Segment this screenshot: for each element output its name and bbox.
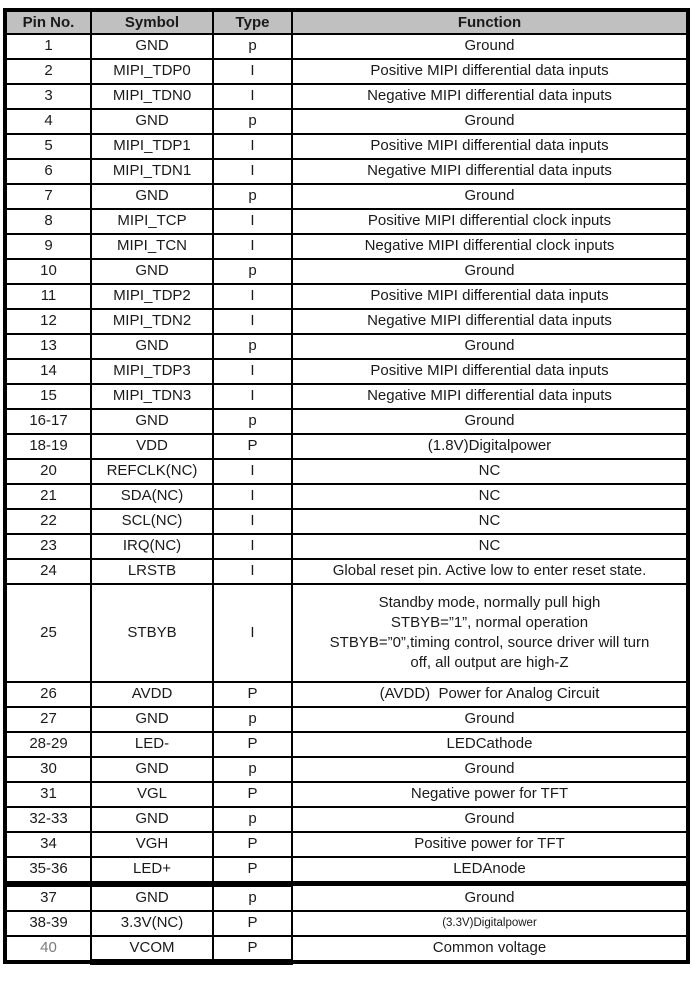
function-cell: Positive MIPI differential clock inputs bbox=[292, 209, 688, 234]
function-cell: (3.3V)Digitalpower bbox=[292, 911, 688, 936]
table-row bbox=[5, 434, 688, 459]
symbol-cell: LED- bbox=[91, 732, 213, 757]
symbol-cell: MIPI_TCN bbox=[91, 234, 213, 259]
type-cell: I bbox=[213, 209, 292, 234]
pin-number-cell: 25 bbox=[5, 584, 91, 682]
type-cell: P bbox=[213, 857, 292, 884]
pin-number-cell: 24 bbox=[5, 559, 91, 584]
pin-number-cell: 2 bbox=[5, 59, 91, 84]
symbol-cell: GND bbox=[91, 707, 213, 732]
pin-number-cell: 13 bbox=[5, 334, 91, 359]
pin-number-cell: 6 bbox=[5, 159, 91, 184]
table-row bbox=[5, 209, 688, 234]
table-row bbox=[5, 84, 688, 109]
table-body bbox=[5, 34, 688, 962]
symbol-cell: GND bbox=[91, 334, 213, 359]
symbol-cell: GND bbox=[91, 34, 213, 59]
table-row bbox=[5, 509, 688, 534]
symbol-cell: MIPI_TDN3 bbox=[91, 384, 213, 409]
table-row bbox=[5, 857, 688, 884]
type-cell: p bbox=[213, 259, 292, 284]
symbol-cell: GND bbox=[91, 109, 213, 134]
table-row bbox=[5, 259, 688, 284]
type-cell: P bbox=[213, 732, 292, 757]
type-cell: I bbox=[213, 284, 292, 309]
column-header-function: Function bbox=[292, 10, 688, 34]
function-text-line: STBYB=”1”, normal operation bbox=[390, 614, 589, 631]
table-row bbox=[5, 334, 688, 359]
table-row bbox=[5, 134, 688, 159]
function-cell: Positive power for TFT bbox=[292, 832, 688, 857]
type-cell: p bbox=[213, 109, 292, 134]
function-cell: Negative MIPI differential data inputs bbox=[292, 309, 688, 334]
table-row bbox=[5, 832, 688, 857]
pin-number-cell: 38-39 bbox=[5, 911, 91, 936]
function-cell: Negative MIPI differential data inputs bbox=[292, 384, 688, 409]
pin-number-cell: 7 bbox=[5, 184, 91, 209]
pin-number-cell: 28-29 bbox=[5, 732, 91, 757]
symbol-cell: MIPI_TDN2 bbox=[91, 309, 213, 334]
function-cell: Ground bbox=[292, 807, 688, 832]
symbol-cell: MIPI_TDP3 bbox=[91, 359, 213, 384]
pin-number-cell: 21 bbox=[5, 484, 91, 509]
table-row bbox=[5, 34, 688, 59]
type-cell: I bbox=[213, 509, 292, 534]
type-cell: I bbox=[213, 559, 292, 584]
function-cell bbox=[292, 584, 688, 682]
pin-number-cell: 26 bbox=[5, 682, 91, 707]
pin-number-cell: 12 bbox=[5, 309, 91, 334]
symbol-cell: MIPI_TCP bbox=[91, 209, 213, 234]
pin-number-cell: 37 bbox=[5, 884, 91, 911]
type-cell: I bbox=[213, 59, 292, 84]
table-row bbox=[5, 782, 688, 807]
symbol-cell: STBYB bbox=[91, 584, 213, 682]
symbol-cell: MIPI_TDN0 bbox=[91, 84, 213, 109]
pin-number-cell: 10 bbox=[5, 259, 91, 284]
table-row bbox=[5, 682, 688, 707]
pin-number-cell: 1 bbox=[5, 34, 91, 59]
table-row bbox=[5, 109, 688, 134]
function-cell: Ground bbox=[292, 109, 688, 134]
function-cell: NC bbox=[292, 459, 688, 484]
type-cell: I bbox=[213, 84, 292, 109]
pin-number-cell: 34 bbox=[5, 832, 91, 857]
type-cell: p bbox=[213, 707, 292, 732]
symbol-cell: REFCLK(NC) bbox=[91, 459, 213, 484]
pin-number-cell: 35-36 bbox=[5, 857, 91, 884]
function-cell: Negative MIPI differential data inputs bbox=[292, 84, 688, 109]
column-header-pin-no: Pin No. bbox=[5, 10, 91, 34]
pin-number-cell: 32-33 bbox=[5, 807, 91, 832]
pin-number-cell: 8 bbox=[5, 209, 91, 234]
symbol-cell: LED+ bbox=[91, 857, 213, 884]
symbol-cell: GND bbox=[91, 884, 213, 911]
table-row bbox=[5, 584, 688, 682]
type-cell: I bbox=[213, 484, 292, 509]
function-cell: (AVDD) Power for Analog Circuit bbox=[292, 682, 688, 707]
table-row bbox=[5, 384, 688, 409]
symbol-cell: GND bbox=[91, 807, 213, 832]
function-cell: Ground bbox=[292, 334, 688, 359]
symbol-cell: SCL(NC) bbox=[91, 509, 213, 534]
pin-number-cell: 20 bbox=[5, 459, 91, 484]
function-text-line: Standby mode, normally pull high bbox=[378, 594, 601, 611]
pin-number-cell: 27 bbox=[5, 707, 91, 732]
function-cell: Ground bbox=[292, 707, 688, 732]
symbol-cell: MIPI_TDP0 bbox=[91, 59, 213, 84]
type-cell: p bbox=[213, 409, 292, 434]
symbol-cell: VGH bbox=[91, 832, 213, 857]
function-cell: Ground bbox=[292, 884, 688, 911]
pin-number-cell: 11 bbox=[5, 284, 91, 309]
type-cell: P bbox=[213, 782, 292, 807]
pin-number-cell: 31 bbox=[5, 782, 91, 807]
function-text-line: STBYB=”0”,timing control, source driver will turn bbox=[329, 634, 650, 651]
symbol-cell: VCOM bbox=[91, 936, 213, 963]
function-cell: Ground bbox=[292, 259, 688, 284]
column-header-type: Type bbox=[213, 10, 292, 34]
function-cell: Ground bbox=[292, 409, 688, 434]
symbol-cell: MIPI_TDP2 bbox=[91, 284, 213, 309]
table-row bbox=[5, 234, 688, 259]
symbol-cell: GND bbox=[91, 409, 213, 434]
table-row bbox=[5, 284, 688, 309]
pin-number-cell: 22 bbox=[5, 509, 91, 534]
symbol-cell: LRSTB bbox=[91, 559, 213, 584]
table-row bbox=[5, 757, 688, 782]
function-cell: Global reset pin. Active low to enter reset state. bbox=[292, 559, 688, 584]
table-row bbox=[5, 807, 688, 832]
symbol-cell: GND bbox=[91, 184, 213, 209]
type-cell: P bbox=[213, 936, 292, 963]
table-header bbox=[5, 10, 688, 34]
function-cell: LEDAnode bbox=[292, 857, 688, 884]
function-cell: (1.8V)Digitalpower bbox=[292, 434, 688, 459]
symbol-cell: AVDD bbox=[91, 682, 213, 707]
pin-number-cell: 14 bbox=[5, 359, 91, 384]
function-cell: Negative power for TFT bbox=[292, 782, 688, 807]
symbol-cell: VGL bbox=[91, 782, 213, 807]
type-cell: P bbox=[213, 682, 292, 707]
function-cell: Common voltage bbox=[292, 936, 688, 963]
table-row bbox=[5, 911, 688, 936]
symbol-cell: MIPI_TDN1 bbox=[91, 159, 213, 184]
table-row bbox=[5, 559, 688, 584]
function-cell: Positive MIPI differential data inputs bbox=[292, 134, 688, 159]
type-cell: I bbox=[213, 134, 292, 159]
type-cell: P bbox=[213, 832, 292, 857]
type-cell: P bbox=[213, 911, 292, 936]
function-cell: Positive MIPI differential data inputs bbox=[292, 359, 688, 384]
pin-number-cell: 16-17 bbox=[5, 409, 91, 434]
function-cell: Ground bbox=[292, 34, 688, 59]
column-header-symbol: Symbol bbox=[91, 10, 213, 34]
symbol-cell: GND bbox=[91, 259, 213, 284]
function-cell: Negative MIPI differential clock inputs bbox=[292, 234, 688, 259]
function-cell: LEDCathode bbox=[292, 732, 688, 757]
type-cell: I bbox=[213, 584, 292, 682]
function-cell: Positive MIPI differential data inputs bbox=[292, 284, 688, 309]
pin-assignment-table bbox=[3, 8, 690, 965]
header-row bbox=[5, 10, 688, 34]
table-row bbox=[5, 59, 688, 84]
symbol-cell: IRQ(NC) bbox=[91, 534, 213, 559]
table-row bbox=[5, 459, 688, 484]
table-row bbox=[5, 707, 688, 732]
pin-number-cell: 3 bbox=[5, 84, 91, 109]
function-cell: NC bbox=[292, 509, 688, 534]
pin-number-cell: 18-19 bbox=[5, 434, 91, 459]
type-cell: p bbox=[213, 757, 292, 782]
type-cell: I bbox=[213, 384, 292, 409]
type-cell: P bbox=[213, 434, 292, 459]
pin-number-cell: 40 bbox=[5, 936, 91, 963]
table-row bbox=[5, 159, 688, 184]
type-cell: I bbox=[213, 159, 292, 184]
table-row bbox=[5, 359, 688, 384]
function-cell: NC bbox=[292, 534, 688, 559]
symbol-cell: SDA(NC) bbox=[91, 484, 213, 509]
type-cell: p bbox=[213, 334, 292, 359]
pin-number-cell: 4 bbox=[5, 109, 91, 134]
table-row bbox=[5, 409, 688, 434]
table-row bbox=[5, 309, 688, 334]
pin-number-cell: 30 bbox=[5, 757, 91, 782]
table-row bbox=[5, 936, 688, 963]
table-row bbox=[5, 534, 688, 559]
function-text-line: off, all output are high-Z bbox=[410, 654, 569, 671]
type-cell: I bbox=[213, 459, 292, 484]
pin-number-cell: 15 bbox=[5, 384, 91, 409]
type-cell: p bbox=[213, 884, 292, 911]
pin-number-cell: 5 bbox=[5, 134, 91, 159]
symbol-cell: 3.3V(NC) bbox=[91, 911, 213, 936]
symbol-cell: VDD bbox=[91, 434, 213, 459]
function-cell: Negative MIPI differential data inputs bbox=[292, 159, 688, 184]
type-cell: I bbox=[213, 309, 292, 334]
function-cell: Ground bbox=[292, 757, 688, 782]
type-cell: p bbox=[213, 184, 292, 209]
function-cell: Positive MIPI differential data inputs bbox=[292, 59, 688, 84]
type-cell: I bbox=[213, 234, 292, 259]
function-cell: Ground bbox=[292, 184, 688, 209]
table-row bbox=[5, 884, 688, 911]
type-cell: I bbox=[213, 534, 292, 559]
table-row bbox=[5, 484, 688, 509]
symbol-cell: GND bbox=[91, 757, 213, 782]
symbol-cell: MIPI_TDP1 bbox=[91, 134, 213, 159]
pin-number-cell: 23 bbox=[5, 534, 91, 559]
function-cell: NC bbox=[292, 484, 688, 509]
table-row bbox=[5, 732, 688, 757]
pin-number-cell: 9 bbox=[5, 234, 91, 259]
type-cell: p bbox=[213, 34, 292, 59]
type-cell: I bbox=[213, 359, 292, 384]
type-cell: p bbox=[213, 807, 292, 832]
table-row bbox=[5, 184, 688, 209]
